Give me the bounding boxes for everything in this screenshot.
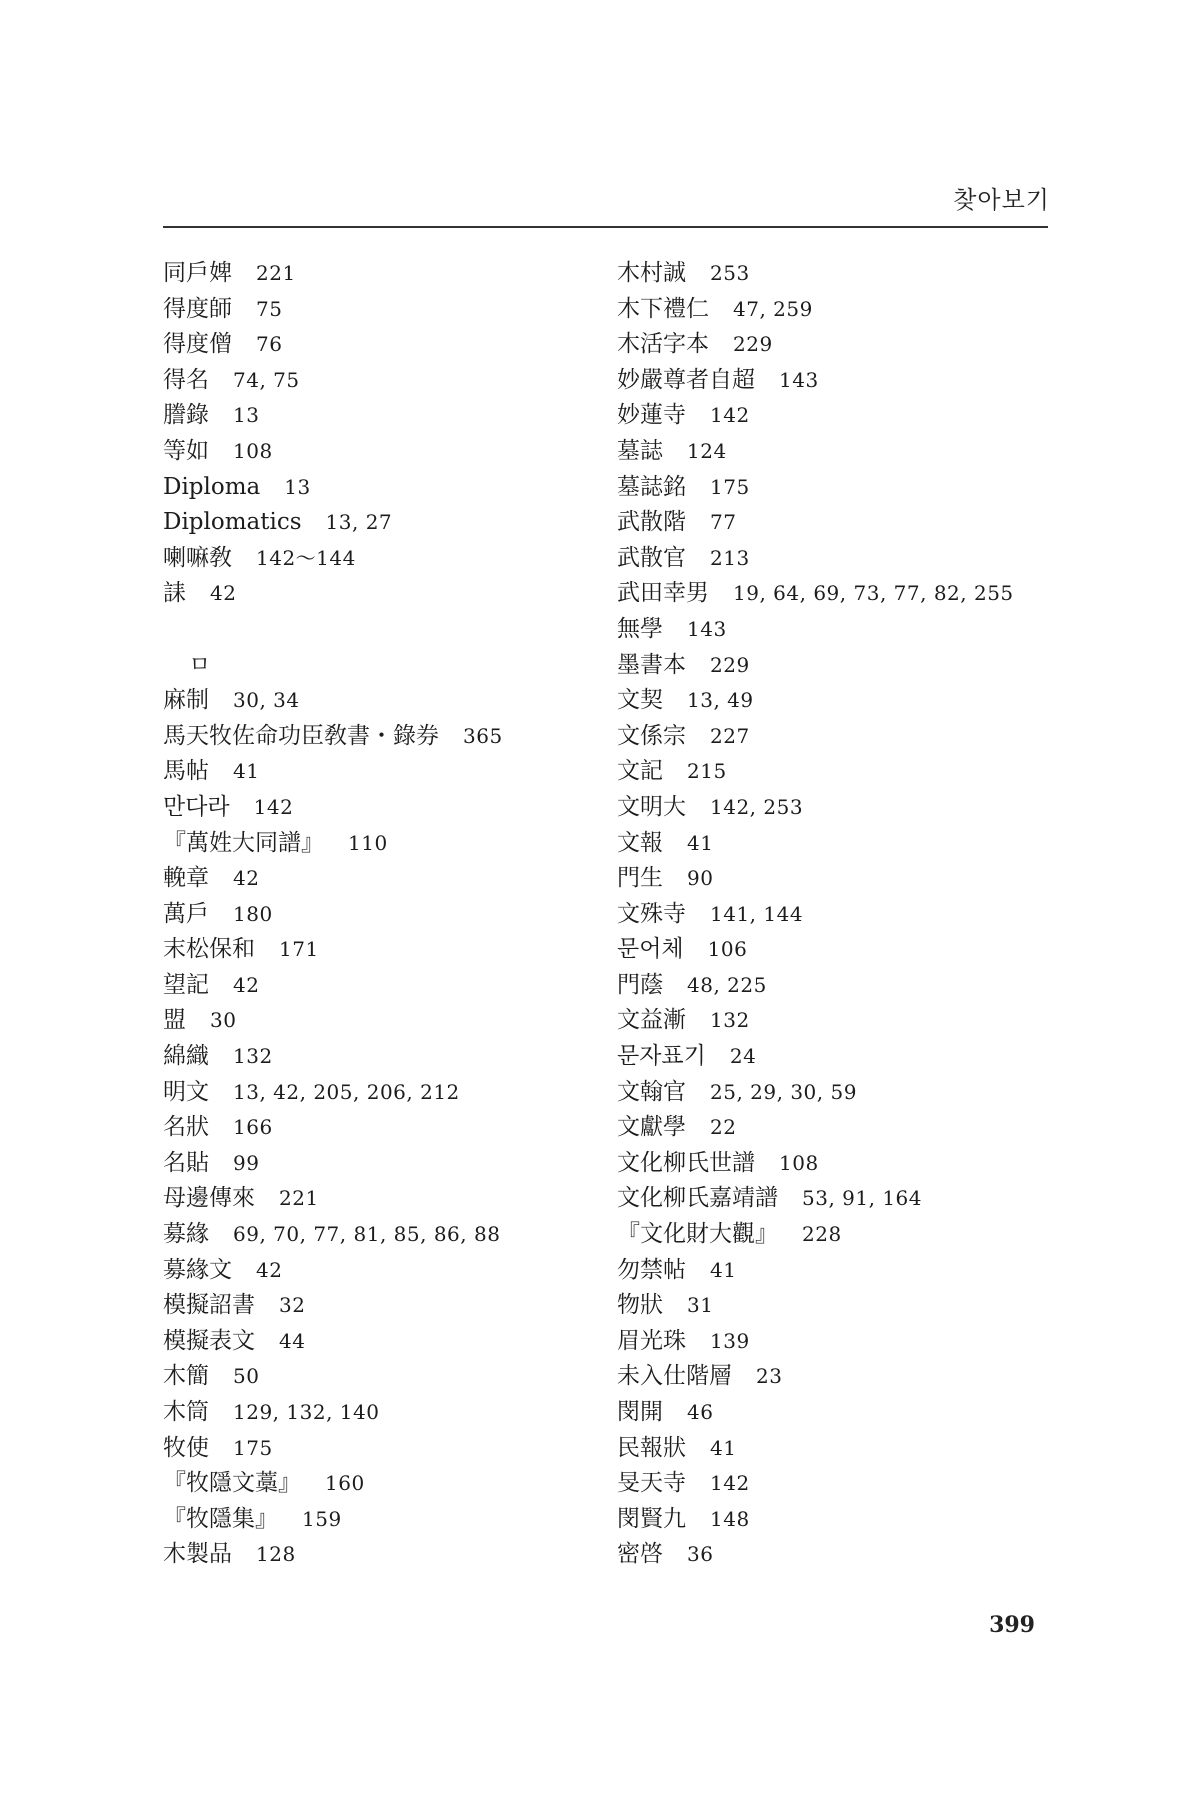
index-entry <box>163 1431 583 1467</box>
index-pages: 99 <box>233 1150 260 1175</box>
index-pages: 41 <box>687 830 714 855</box>
running-head: 찾아보기 <box>953 186 1050 214</box>
index-entry <box>163 826 583 862</box>
index-entry <box>163 1217 583 1253</box>
index-entry <box>617 505 1057 541</box>
index-pages: 76 <box>256 332 283 357</box>
index-entry <box>163 1146 583 1182</box>
index-entry <box>617 968 1057 1004</box>
index-pages: 30 <box>210 1008 237 1033</box>
index-entry <box>163 861 583 897</box>
index-term: 得度師 <box>163 295 232 322</box>
index-term: 文化柳氏世譜 <box>617 1149 755 1176</box>
index-pages: 180 <box>233 901 273 926</box>
index-term: 模擬詔書 <box>163 1292 255 1319</box>
index-entry <box>617 363 1057 399</box>
index-term: 馬天牧佐命功臣敎書・錄券 <box>163 722 439 749</box>
index-pages: 74, 75 <box>233 367 300 392</box>
index-term: 望記 <box>163 971 209 998</box>
index-pages: 13, 42, 205, 206, 212 <box>233 1079 460 1104</box>
index-entry <box>617 1502 1057 1538</box>
index-entry <box>163 1395 583 1431</box>
index-pages: 53, 91, 164 <box>802 1186 923 1211</box>
index-pages: 42 <box>233 866 260 891</box>
index-term: 木製品 <box>163 1541 232 1568</box>
index-pages: 142 <box>710 403 750 428</box>
index-pages: 129, 132, 140 <box>233 1400 380 1424</box>
index-entry <box>617 683 1057 719</box>
index-term: 木村誠 <box>617 260 686 286</box>
index-pages: 229 <box>710 652 750 677</box>
index-pages: 31 <box>687 1293 714 1318</box>
index-term: 喇嘛敎 <box>163 544 232 571</box>
index-entry <box>617 470 1057 506</box>
index-term: 旻天寺 <box>617 1470 686 1497</box>
index-entry <box>617 826 1057 862</box>
index-term: 末松保和 <box>163 936 255 963</box>
index-term: 만다라 <box>163 793 230 820</box>
index-entry <box>617 932 1057 968</box>
index-entry <box>163 1324 583 1360</box>
index-entry <box>163 1502 583 1538</box>
index-pages: 48, 225 <box>687 972 767 997</box>
index-pages: 90 <box>687 866 714 891</box>
index-entry <box>163 398 583 434</box>
index-entry <box>617 1466 1057 1502</box>
index-entry <box>617 790 1057 826</box>
index-pages: 25, 29, 30, 59 <box>710 1079 857 1104</box>
index-pages: 108 <box>233 438 273 463</box>
index-entry <box>163 968 583 1004</box>
index-pages: 143 <box>687 616 727 641</box>
index-entry <box>163 754 583 790</box>
index-pages: 124 <box>687 438 727 463</box>
index-pages: 36 <box>687 1542 714 1567</box>
index-term: 문어체 <box>617 936 684 963</box>
index-pages: 46 <box>687 1400 714 1424</box>
index-entry <box>617 1537 1057 1573</box>
index-pages: 213 <box>710 545 750 570</box>
index-term: 閔開 <box>617 1399 663 1425</box>
index-pages: 24 <box>729 1044 757 1069</box>
index-entry <box>617 1288 1057 1324</box>
index-entry <box>163 434 583 470</box>
index-pages: 41 <box>710 1435 737 1460</box>
index-entry <box>617 327 1057 363</box>
index-term: 文記 <box>617 758 663 785</box>
index-entry <box>617 754 1057 790</box>
index-pages: 365 <box>463 723 503 748</box>
index-entry <box>617 612 1057 648</box>
index-term: 文報 <box>617 829 663 856</box>
index-term: 無學 <box>617 615 663 642</box>
index-entry <box>617 861 1057 897</box>
index-term: 謄錄 <box>163 402 209 429</box>
index-pages: 13 <box>284 474 311 499</box>
index-term: 未入仕階層 <box>617 1363 732 1390</box>
index-entry <box>163 470 583 506</box>
index-entry <box>163 327 583 363</box>
index-entry <box>163 292 583 328</box>
index-term: 墓誌銘 <box>617 473 686 500</box>
index-term: 文殊寺 <box>617 900 686 927</box>
index-entry <box>617 719 1057 755</box>
index-term: 木筒 <box>163 1399 209 1425</box>
index-entry <box>163 1075 583 1111</box>
index-term: 『文化財大觀』 <box>617 1221 778 1248</box>
index-term: 同戶婢 <box>163 260 232 286</box>
index-term: 閔賢九 <box>617 1505 686 1532</box>
index-term: 密啓 <box>617 1541 663 1568</box>
index-term: 문자표기 <box>617 1043 706 1070</box>
index-entry <box>617 1253 1057 1289</box>
index-term: 文明大 <box>617 793 686 820</box>
index-term: 萬戶 <box>163 900 209 927</box>
index-entry <box>163 1039 583 1075</box>
index-pages: 221 <box>256 261 296 285</box>
index-pages: 22 <box>710 1115 737 1140</box>
index-pages: 44 <box>279 1328 306 1353</box>
index-column-left <box>163 256 583 1573</box>
index-pages: 142～144 <box>256 545 356 570</box>
index-term: 妙嚴尊者自超 <box>617 366 755 393</box>
index-pages: 23 <box>756 1364 783 1389</box>
index-term: 眉光珠 <box>617 1327 686 1354</box>
index-term: 得度僧 <box>163 331 232 358</box>
index-entry <box>617 1146 1057 1182</box>
index-term: 文契 <box>617 687 663 714</box>
index-pages: 110 <box>348 830 388 855</box>
index-pages: 166 <box>233 1115 273 1140</box>
index-term: 輓章 <box>163 865 209 892</box>
index-pages: 13, 49 <box>687 688 754 713</box>
index-term: Diplomatics <box>163 509 302 536</box>
index-entry <box>163 1181 583 1217</box>
index-pages: 221 <box>279 1186 319 1211</box>
index-pages: 175 <box>233 1435 273 1460</box>
index-pages: 142, 253 <box>710 794 804 819</box>
index-pages: 47, 259 <box>733 296 813 321</box>
index-entry <box>617 1431 1057 1467</box>
index-term: 武散階 <box>617 509 686 536</box>
index-pages: 50 <box>233 1364 260 1389</box>
header-rule <box>163 226 1048 228</box>
index-pages: 13, 27 <box>325 510 393 535</box>
index-pages: 75 <box>256 296 283 321</box>
index-entry <box>163 683 583 719</box>
index-pages: 171 <box>279 937 319 962</box>
index-entry <box>617 1181 1057 1217</box>
index-entry <box>617 434 1057 470</box>
index-term: 墓誌 <box>617 437 663 464</box>
index-term: 勿禁帖 <box>617 1256 686 1283</box>
spacer <box>163 612 583 648</box>
index-term: 『萬姓大同譜』 <box>163 829 324 856</box>
index-term: 名貼 <box>163 1149 209 1176</box>
index-term: 門蔭 <box>617 971 663 998</box>
index-term: 牧使 <box>163 1434 209 1461</box>
index-pages: 159 <box>302 1506 342 1531</box>
index-term: 木下禮仁 <box>617 295 709 322</box>
index-pages: 69, 70, 77, 81, 85, 86, 88 <box>233 1222 501 1247</box>
index-pages: 227 <box>710 723 750 748</box>
section-heading: ㅁ <box>189 652 211 678</box>
index-entry <box>617 648 1057 684</box>
index-term: 文獻學 <box>617 1114 686 1141</box>
index-entry <box>617 541 1057 577</box>
index-entry <box>163 1466 583 1502</box>
index-term: 綿織 <box>163 1043 209 1070</box>
index-term: 文化柳氏嘉靖譜 <box>617 1185 778 1212</box>
index-entry <box>617 1075 1057 1111</box>
index-term: 『牧隱文藁』 <box>163 1470 301 1497</box>
index-term: 門生 <box>617 865 663 892</box>
index-pages: 30, 34 <box>233 688 300 713</box>
index-term: 民報狀 <box>617 1434 686 1461</box>
index-entry <box>163 790 583 826</box>
index-entry <box>163 1003 583 1039</box>
index-pages: 229 <box>733 332 773 357</box>
index-pages: 132 <box>233 1044 273 1069</box>
index-entry <box>617 1359 1057 1395</box>
index-pages: 42 <box>233 972 260 997</box>
index-entry <box>163 1288 583 1324</box>
index-term: 武田幸男 <box>617 580 709 607</box>
index-term: 明文 <box>163 1078 209 1105</box>
index-term: 名狀 <box>163 1114 209 1141</box>
index-term: 麻制 <box>163 687 209 714</box>
index-pages: 142 <box>710 1471 750 1496</box>
index-entry <box>163 719 583 755</box>
index-pages: 139 <box>710 1328 750 1353</box>
index-term: 馬帖 <box>163 758 209 785</box>
index-entry <box>617 1039 1057 1075</box>
index-pages: 143 <box>779 367 819 392</box>
index-term: 妙蓮寺 <box>617 402 686 429</box>
index-pages: 41 <box>233 759 260 784</box>
index-pages: 132 <box>710 1008 750 1033</box>
index-entry <box>163 932 583 968</box>
index-pages: 128 <box>256 1542 296 1567</box>
index-pages: 13 <box>233 403 260 428</box>
index-pages: 41 <box>710 1257 737 1282</box>
index-term: 墨書本 <box>617 651 686 678</box>
index-term: 物狀 <box>617 1292 663 1319</box>
index-entry <box>163 897 583 933</box>
index-entry <box>617 897 1057 933</box>
index-term: 模擬表文 <box>163 1327 255 1354</box>
index-entry <box>163 1110 583 1146</box>
index-term: 等如 <box>163 437 209 464</box>
index-entry <box>617 576 1057 612</box>
index-entry <box>617 1324 1057 1360</box>
index-term: 文益漸 <box>617 1007 686 1034</box>
index-pages: 215 <box>687 759 727 784</box>
index-term: Diploma <box>163 473 261 500</box>
index-term: 武散官 <box>617 544 686 571</box>
index-pages: 253 <box>710 261 750 285</box>
index-pages: 32 <box>279 1293 306 1318</box>
index-entry <box>163 256 583 292</box>
index-pages: 42 <box>256 1257 283 1282</box>
index-pages: 175 <box>710 474 750 499</box>
index-entry <box>617 1110 1057 1146</box>
index-term: 得名 <box>163 366 209 393</box>
index-term: 誄 <box>163 580 186 607</box>
index-entry <box>163 1253 583 1289</box>
index-term: 募緣 <box>163 1221 209 1248</box>
index-term: 『牧隱集』 <box>163 1505 278 1532</box>
index-pages: 42 <box>210 581 237 606</box>
index-pages: 141, 144 <box>710 901 804 926</box>
index-term: 文翰官 <box>617 1078 686 1105</box>
index-pages: 142 <box>253 794 294 819</box>
index-term: 募緣文 <box>163 1256 232 1283</box>
index-pages: 19, 64, 69, 73, 77, 82, 255 <box>733 581 1014 606</box>
index-entry <box>163 363 583 399</box>
index-entry <box>617 1217 1057 1253</box>
index-pages: 148 <box>710 1506 750 1531</box>
index-pages: 228 <box>802 1222 842 1247</box>
index-entry <box>163 1359 583 1395</box>
index-term: 盟 <box>163 1007 186 1034</box>
index-entry <box>163 576 583 612</box>
index-pages: 106 <box>707 937 748 962</box>
index-pages: 160 <box>325 1471 365 1496</box>
page-number: 399 <box>989 1612 1035 1638</box>
index-entry <box>163 541 583 577</box>
index-term: 文係宗 <box>617 722 686 749</box>
index-entry <box>617 1003 1057 1039</box>
index-entry <box>617 256 1057 292</box>
index-pages: 77 <box>710 510 737 535</box>
index-entry <box>617 398 1057 434</box>
index-entry <box>163 505 583 541</box>
index-entry <box>163 1537 583 1573</box>
index-term: 木簡 <box>163 1363 209 1390</box>
index-entry <box>617 292 1057 328</box>
index-term: 母邊傳來 <box>163 1185 255 1212</box>
index-pages: 108 <box>779 1150 819 1175</box>
index-entry <box>617 1395 1057 1431</box>
index-term: 木活字本 <box>617 331 709 358</box>
index-column-right <box>617 256 1057 1573</box>
